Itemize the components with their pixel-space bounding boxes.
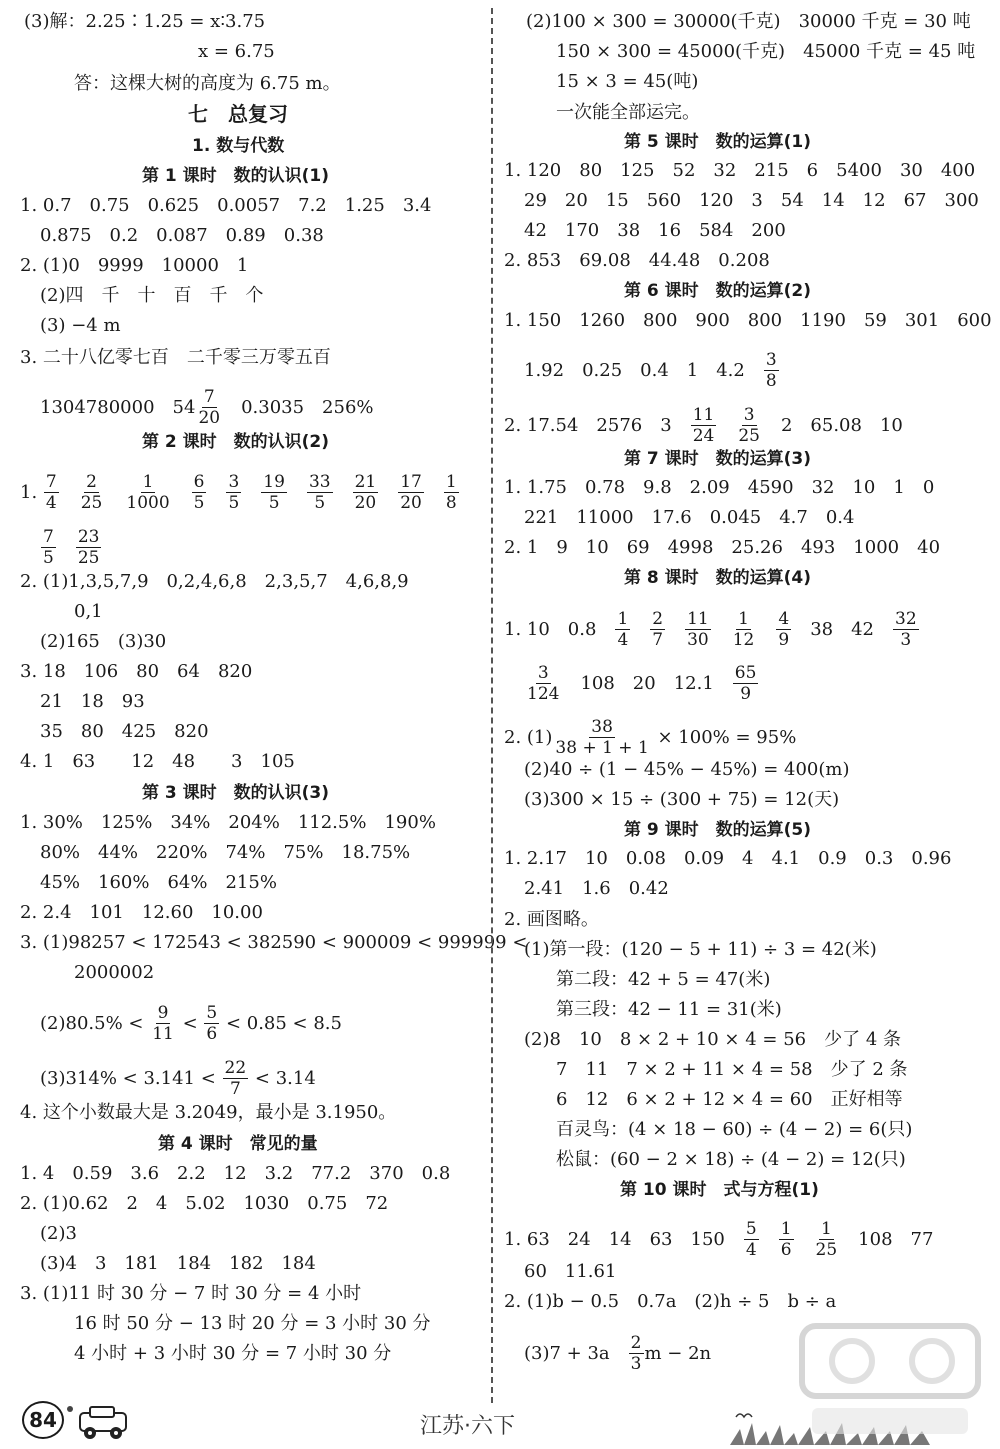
answer-line [40, 691, 145, 713]
fraction-numerator: 3 [765, 350, 777, 370]
fraction-denominator: 8 [445, 493, 457, 513]
text-segment [242, 482, 260, 504]
answer-line [40, 527, 102, 568]
fraction-numerator: 2 [630, 1333, 642, 1353]
answer-line [20, 902, 263, 924]
answer-line [504, 609, 920, 650]
answer-line [40, 1058, 316, 1099]
text-segment [105, 482, 123, 504]
text-segment [760, 1229, 778, 1251]
fraction [307, 472, 333, 513]
text-segment: (2)3 [40, 1223, 77, 1244]
answer-line [40, 721, 209, 743]
fraction [733, 663, 759, 704]
answer-line [40, 285, 264, 307]
fraction-numerator: 2 [652, 609, 664, 629]
text-segment: < 3.14̇ [249, 1067, 316, 1089]
fraction-numerator: 11 [692, 405, 715, 425]
answer-line [198, 41, 275, 63]
fraction-denominator: 25 [738, 426, 760, 446]
text-segment [631, 619, 649, 641]
fraction-numerator: 1 [820, 1219, 832, 1239]
fraction-denominator: 5 [43, 548, 54, 568]
text-segment: 60 11.61 [524, 1261, 617, 1282]
text-segment: 2. 2.4 101 12.60 10.00 [20, 902, 263, 923]
text-segment: 第 7 课时 数的运算(3) [624, 449, 812, 469]
section-heading [624, 567, 811, 589]
answer-line [524, 1333, 711, 1374]
text-segment: 1. [20, 481, 43, 503]
fraction [691, 405, 717, 446]
text-segment: (2)80.5% < [40, 1012, 150, 1034]
answer-line [524, 190, 979, 212]
text-segment: 42 170 38 16 584 200 [524, 220, 786, 241]
fraction [731, 609, 757, 650]
fraction-numerator: 1 [445, 472, 457, 492]
text-segment: 第二段：42 + 5 = 47(米) [556, 969, 771, 990]
text-segment: < [176, 1012, 204, 1034]
answer-line [20, 255, 248, 277]
fraction [261, 472, 287, 513]
answer-line [556, 102, 700, 124]
fraction-denominator: 8 [765, 371, 777, 391]
answer-line [20, 347, 331, 369]
text-segment: 2. (1)0.62 2 4 5.02 1030 0.75 72 [20, 1193, 389, 1214]
text-segment [60, 482, 78, 504]
fraction [776, 609, 791, 650]
fraction-denominator: 3 [630, 1354, 642, 1374]
fraction [398, 472, 424, 513]
answer-line [20, 1102, 396, 1124]
fraction [76, 527, 102, 568]
text-segment: 7 11 7 × 2 + 11 × 4 = 58 少了 2 条 [556, 1059, 908, 1080]
answer-line [524, 789, 839, 811]
text-segment: × 100% = 95% [651, 726, 797, 748]
text-segment: 答：这棵大树的高度为 6.75 m。 [74, 73, 341, 94]
fraction-denominator: 4 [45, 493, 57, 513]
answer-line [526, 11, 971, 33]
answer-line [40, 225, 324, 247]
fraction-numerator: 7 [45, 472, 57, 492]
fraction [204, 1003, 219, 1044]
text-segment: 1. 0.7 0.75 0.625 0.0057 7.2 1.25 3.4 [20, 195, 432, 216]
text-segment: (3)解：2.25∶1.25 = x∶3.75 [24, 11, 266, 32]
text-segment: 1. 10 0.8 [504, 618, 615, 640]
answer-line [20, 1163, 450, 1185]
text-segment: 45% 160% 64% 215% [40, 872, 277, 893]
answer-line [504, 405, 903, 446]
text-segment: 第 10 课时 式与方程(1) [620, 1180, 819, 1200]
fraction-numerator: 17 [400, 472, 422, 492]
fraction [893, 609, 919, 650]
text-segment: 3. 二十八亿零七百 二千零三万零五百 [20, 347, 331, 368]
answer-line [524, 663, 759, 704]
fraction [226, 472, 241, 513]
text-segment [207, 482, 225, 504]
text-segment [425, 482, 443, 504]
watermark-logo [792, 1316, 988, 1446]
answer-line [524, 759, 850, 781]
answer-line [20, 472, 460, 513]
text-segment: 4. 1 63 12 48 3 105 [20, 751, 295, 772]
text-segment: m − 2n [644, 1342, 712, 1364]
text-segment: 第 2 课时 数的认识(2) [142, 432, 330, 452]
fraction-numerator: 22 [224, 1058, 247, 1078]
text-segment: 1. 120 80 125 52 32 215 6 5400 30 400 [504, 160, 976, 181]
answer-line [556, 1119, 912, 1141]
section-heading [142, 431, 329, 453]
fraction-numerator: 3 [537, 663, 549, 683]
fraction-numerator: 3 [228, 472, 240, 492]
text-segment: 2. (1) [504, 726, 553, 748]
fraction-numerator: 7 [43, 527, 54, 547]
page-number: 84 [22, 1401, 64, 1439]
text-segment: < 0.85 < 8.5 [220, 1012, 342, 1034]
fraction-numerator: 9 [157, 1003, 169, 1023]
fraction-numerator: 1 [617, 609, 629, 629]
text-segment: 1. 4 0.59 3.6 2.2 12 3.2 77.2 370 0.8 [20, 1163, 451, 1184]
fraction [525, 663, 561, 704]
fraction [615, 609, 630, 650]
fraction-numerator: 2 [86, 472, 97, 492]
text-segment [57, 537, 75, 559]
footer-label: 江苏·六下 [420, 1414, 515, 1439]
answer-line [40, 315, 121, 337]
text-segment: 第 3 课时 数的认识(3) [142, 783, 330, 803]
answer-line [556, 41, 975, 63]
fraction-denominator: 6 [780, 1240, 792, 1260]
fraction [223, 1058, 249, 1099]
column-divider [491, 8, 493, 1403]
section-heading [158, 1133, 318, 1155]
fraction-numerator: 1 [780, 1219, 792, 1239]
text-segment: 35 80 425 820 [40, 721, 209, 742]
answer-line [556, 969, 770, 991]
text-segment: (3)7 + 3a [524, 1342, 628, 1364]
section-heading [624, 131, 811, 153]
answer-line [504, 477, 934, 499]
text-segment: 1.92 0.25 0.4 1 4.2 [524, 359, 763, 381]
text-segment: 2. 1 9 10 69 4998 25.26 493 1000 40 [504, 537, 941, 558]
text-segment: 1. 1.75 0.78 9.8 2.09 4590 32 10 1 0 [504, 477, 935, 498]
text-segment [288, 482, 306, 504]
fraction-numerator: 7 [203, 387, 215, 407]
fraction-denominator: 5 [314, 493, 326, 513]
answer-line [556, 1149, 906, 1171]
fraction-denominator: 5 [268, 493, 280, 513]
fraction [779, 1219, 794, 1260]
text-segment: 松鼠：(60 − 2 × 18) ÷ (4 − 2) = 12(只) [556, 1149, 906, 1170]
text-segment [334, 482, 352, 504]
fraction-numerator: 4 [778, 609, 790, 629]
text-segment [712, 619, 730, 641]
answer-line [74, 601, 103, 623]
fraction-numerator: 19 [263, 472, 285, 492]
fraction-denominator: 6 [206, 1024, 218, 1044]
fraction [353, 472, 379, 513]
fraction-denominator: 5 [193, 493, 205, 513]
answer-line [504, 909, 599, 931]
answer-line [40, 1253, 316, 1275]
text-segment [666, 619, 684, 641]
text-segment: (3)300 × 15 ÷ (300 + 75) = 12(天) [524, 789, 840, 810]
text-segment: 2.41 1.6 0.42 [524, 878, 669, 899]
fraction-denominator: 20 [354, 493, 377, 513]
answer-line [20, 812, 436, 834]
text-segment: (3)4 3 181 184 182 184 [40, 1253, 316, 1274]
fraction-numerator: 32 [895, 609, 917, 629]
fraction-denominator: 24 [692, 426, 715, 446]
text-segment: (2)四 千 十 百 千 个 [40, 285, 264, 306]
fraction [629, 1333, 644, 1374]
answer-line [556, 1059, 908, 1081]
text-segment: 2. (1)0 9999 10000 1 [20, 255, 249, 276]
text-segment: 108 77 [840, 1228, 934, 1250]
answer-line [24, 11, 265, 33]
fraction [685, 609, 711, 650]
fraction-denominator: 25 [815, 1240, 838, 1260]
text-segment: (2)40 ÷ (1 − 45% − 45%) = 400(m) [524, 759, 850, 780]
fraction-numerator: 1 [738, 609, 749, 629]
text-segment: 29 20 15 560 120 3 54 14 12 67 300 [524, 190, 979, 211]
answer-line [20, 661, 252, 683]
text-segment [757, 619, 775, 641]
fraction [79, 472, 105, 513]
text-segment: 2. (1)b − 0.5 0.7a (2)h ÷ 5 b ÷ a [504, 1291, 837, 1312]
fraction [150, 1003, 176, 1044]
fraction [192, 472, 207, 513]
text-segment: 第 1 课时 数的认识(1) [142, 166, 330, 186]
text-segment: 0,1 [74, 601, 103, 622]
text-segment: 0.875 0.2 0.087 0.89 0.38 [40, 225, 324, 246]
text-segment: 第三段：42 − 11 = 31(米) [556, 999, 782, 1020]
fraction-numerator: 6 [193, 472, 205, 492]
text-segment: 150 × 300 = 45000(千克) 45000 千克 = 45 吨 [556, 41, 976, 62]
fraction-numerator: 5 [745, 1219, 757, 1239]
fraction-numerator: 23 [77, 527, 100, 547]
text-segment [379, 482, 397, 504]
answer-line [74, 1343, 391, 1365]
fraction-denominator: 1000 [126, 493, 170, 513]
fraction-numerator: 65 [734, 663, 757, 683]
text-segment [717, 415, 735, 437]
answer-line [20, 571, 409, 593]
answer-line [504, 310, 992, 332]
answer-line [504, 537, 940, 559]
answer-line [524, 220, 786, 242]
text-segment: 108 20 12.1 [562, 672, 732, 694]
section-heading [624, 448, 811, 470]
fraction [744, 1219, 759, 1260]
fraction [764, 350, 779, 391]
text-segment: 2000002 [74, 962, 155, 983]
text-segment: 0.3035 256% [223, 396, 374, 418]
car-icon [66, 1403, 136, 1443]
text-segment: (1)第一段：(120 − 5 + 11) ÷ 3 = 42(米) [524, 939, 877, 960]
fraction-denominator: 7 [652, 630, 664, 650]
fraction-denominator: 7 [229, 1079, 241, 1099]
fraction-denominator: 30 [687, 630, 709, 650]
answer-line [524, 878, 669, 900]
text-segment: (3) −4 m [40, 315, 121, 336]
answer-line [20, 932, 527, 954]
text-segment [795, 1229, 813, 1251]
answer-line [20, 195, 431, 217]
text-segment: x = 6.75 [198, 41, 275, 62]
text-segment: 1. 30% 125% 34% 204% 112.5% 190% [20, 812, 436, 833]
answer-line [504, 160, 975, 182]
text-segment: 2. 853 69.08 44.48 0.208 [504, 250, 770, 271]
answer-line [20, 1193, 388, 1215]
text-segment: 4. 这个小数最大是 3.2049，最小是 3.1950。 [20, 1102, 397, 1123]
answer-line [504, 848, 951, 870]
answer-line [556, 999, 782, 1021]
fraction-denominator: 25 [77, 548, 100, 568]
text-segment [173, 482, 191, 504]
text-segment: 15 × 3 = 45(吨) [556, 71, 699, 92]
text-segment: 3. 18 106 80 64 820 [20, 661, 253, 682]
answer-line [524, 939, 877, 961]
text-segment: 1. 63 24 14 63 150 [504, 1228, 743, 1250]
fraction-denominator: 3 [900, 630, 912, 650]
fraction-denominator: 38 + 1 + 1 [555, 738, 649, 758]
text-segment: 80% 44% 220% 74% 75% 18.75% [40, 842, 411, 863]
text-segment: 21 18 93 [40, 691, 145, 712]
fraction-numerator: 1 [142, 472, 154, 492]
answer-line [504, 250, 770, 272]
fraction-denominator: 4 [617, 630, 629, 650]
text-segment: 1. 数与代数 [192, 136, 285, 156]
fraction [736, 405, 762, 446]
fraction-denominator: 20 [400, 493, 422, 513]
text-segment: 1. 2.17 10 0.08 0.09 4 4.1 0.9 0.3 0.96 [504, 848, 952, 869]
fraction-denominator: 9 [740, 684, 752, 704]
answer-line [556, 71, 698, 93]
fraction [444, 472, 459, 513]
text-segment: 1. 150 1260 800 900 800 1190 59 301 600 [504, 310, 992, 331]
answer-line [504, 717, 796, 758]
text-segment: (2)100 × 300 = 30000(千克) 30000 千克 = 30 吨 [526, 11, 971, 32]
section-heading [620, 1179, 819, 1201]
text-segment: 百灵鸟：(4 × 18 − 60) ÷ (4 − 2) = 6(只) [556, 1119, 913, 1140]
text-segment: 3. (1)98257 < 172543 < 382590 < 900009 < 999999 < [20, 932, 528, 953]
section-heading [188, 103, 288, 125]
text-segment: 第 4 课时 常见的量 [158, 1134, 318, 1154]
answer-line [40, 387, 374, 428]
section-heading [624, 819, 811, 841]
fraction-denominator: 25 [80, 493, 103, 513]
fraction-numerator: 5 [206, 1003, 218, 1023]
text-segment: 3. (1)11 时 30 分 − 7 时 30 分 = 4 小时 [20, 1283, 362, 1304]
text-segment: 4 小时 + 3 小时 30 分 = 7 小时 30 分 [74, 1343, 392, 1364]
fraction-denominator: 124 [527, 684, 560, 704]
answer-line [504, 1219, 933, 1260]
answer-line [40, 842, 410, 864]
fraction-denominator: 12 [732, 630, 755, 650]
fraction [124, 472, 171, 513]
text-segment: 一次能全部运完。 [556, 102, 700, 123]
answer-line [40, 872, 277, 894]
text-segment: 第 5 课时 数的运算(1) [624, 132, 812, 152]
section-heading [624, 280, 811, 302]
fraction [814, 1219, 840, 1260]
fraction-denominator: 11 [152, 1024, 174, 1044]
fraction-denominator: 5 [228, 493, 240, 513]
text-segment: 221 11000 17.6 0.045 4.7 0.4 [524, 507, 855, 528]
fraction-denominator: 9 [778, 630, 790, 650]
fraction-numerator: 33 [308, 472, 331, 492]
fraction-denominator: 4 [745, 1240, 757, 1260]
section-heading [142, 782, 329, 804]
fraction [650, 609, 665, 650]
text-segment: 第 9 课时 数的运算(5) [624, 820, 812, 840]
text-segment: 第 6 课时 数的运算(2) [624, 281, 812, 301]
text-segment: 1304780000 54 [40, 396, 196, 418]
text-segment: (2)165 (3)30 [40, 631, 167, 652]
answer-line [20, 751, 295, 773]
fraction [44, 472, 59, 513]
text-segment: 七 总复习 [188, 102, 288, 126]
answer-line [524, 350, 780, 391]
text-segment: (2)8 10 8 × 2 + 10 × 4 = 56 少了 4 条 [524, 1029, 902, 1050]
answer-line [40, 1003, 342, 1044]
answer-line [504, 1291, 836, 1313]
answer-line [524, 507, 854, 529]
fraction-numerator: 38 [591, 717, 613, 737]
text-segment: 2. (1)1,3,5,7,9 0,2,4,6,8 2,3,5,7 4,6,8,9 [20, 571, 409, 592]
answer-line [74, 1313, 431, 1335]
answer-line [556, 1089, 903, 1111]
text-segment: 第 8 课时 数的运算(4) [624, 568, 812, 588]
text-segment: 2. 画图略。 [504, 909, 599, 930]
fraction-numerator: 21 [354, 472, 377, 492]
answer-line [40, 631, 166, 653]
section-heading [192, 135, 284, 157]
text-segment: 2 65.08 10 [762, 414, 903, 436]
text-segment: 16 时 50 分 − 13 时 20 分 = 3 小时 30 分 [74, 1313, 431, 1334]
fraction-denominator: 20 [198, 408, 221, 428]
section-heading [142, 165, 329, 187]
text-segment: 6 12 6 × 2 + 12 × 4 = 60 正好相等 [556, 1089, 903, 1110]
answer-line [40, 1223, 77, 1245]
answer-line [524, 1261, 616, 1283]
text-segment: 2. 17.54 2576 3 [504, 414, 690, 436]
fraction [196, 387, 222, 428]
answer-line [74, 73, 341, 95]
fraction-numerator: 3 [743, 405, 755, 425]
fraction [553, 717, 650, 758]
fraction-numerator: 11 [687, 609, 709, 629]
answer-line [20, 1283, 361, 1305]
text-segment: (3)314% < 3.141 < [40, 1067, 222, 1089]
answer-line [74, 962, 154, 984]
answer-line [524, 1029, 901, 1051]
fraction [41, 527, 56, 568]
text-segment: 38 42 [792, 618, 893, 640]
